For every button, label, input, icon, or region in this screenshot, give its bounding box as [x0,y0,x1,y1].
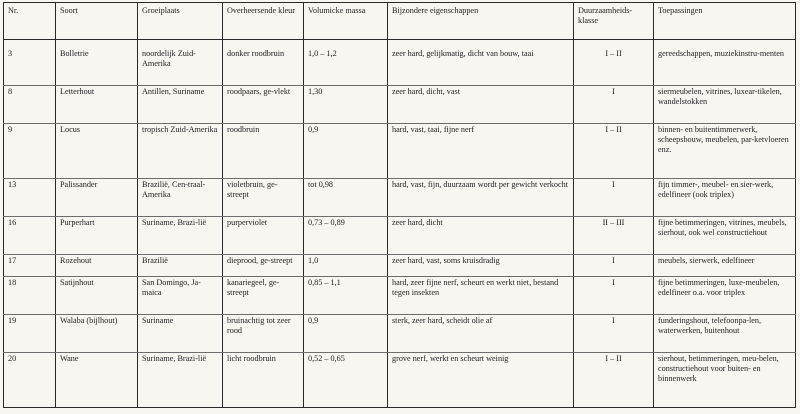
header-eigenschappen: Bijzondere eigenschappen [388,3,574,40]
cell-toepassingen: binnen- en buitentimmerwerk, scheepsbouw, meubelen, par-ketvloeren enz. [654,124,796,179]
cell-nr: 13 [4,178,56,216]
cell-massa: tot 0,98 [304,178,388,216]
cell-kleur: purperviolet [223,217,304,255]
cell-duurzaamheid: I – II [574,353,654,408]
table-row [4,217,796,255]
cell-kleur: dieprood, ge-streept [223,255,304,277]
cell-eigenschappen: sterk, zeer hard, scheidt olie af [388,314,574,352]
cell-soort: Satijnhout [56,276,138,314]
table-row [4,255,796,277]
cell-nr: 19 [4,314,56,352]
cell-eigenschappen: zeer hard, dicht [388,217,574,255]
cell-kleur: roodbruin [223,124,304,179]
cell-toepassingen: funderingshout, telefoonpa-len, waterwerken, buitenhout [654,314,796,352]
table-row [4,178,796,216]
cell-toepassingen: meubels, sierwerk, edelfineer [654,255,796,277]
cell-massa: 1,0 [304,255,388,277]
cell-eigenschappen: hard, vast, fijn, duurzaam wordt per gewicht verkocht [388,178,574,216]
cell-nr: 9 [4,124,56,179]
cell-kleur: kanariegeel, ge-streept [223,276,304,314]
cell-groeiplaats: Antillen, Suriname [138,85,223,123]
cell-eigenschappen: hard, zeer fijne nerf, scheurt en werkt niet, bestand tegen insekten [388,276,574,314]
cell-nr: 8 [4,85,56,123]
header-kleur: Overheersende kleur [223,3,304,40]
cell-toepassingen: fijne betimmeringen, vitrines, meubels, sierhout, ook wel constructiehout [654,217,796,255]
cell-soort: Rozehout [56,255,138,277]
header-soort: Soort [56,3,138,40]
header-duurzaamheid: Duurzaamheids-klasse [574,3,654,40]
cell-duurzaamheid: I – II [574,124,654,179]
cell-eigenschappen: hard, vast, taai, fijne nerf [388,124,574,179]
table-row [4,48,796,85]
cell-soort: Letterhout [56,85,138,123]
cell-eigenschappen: grove nerf, werkt en scheurt weinig [388,353,574,408]
cell-massa: 0,9 [304,314,388,352]
cell-groeiplaats: Suriname, Brazi-lië [138,353,223,408]
cell-soort: Bolletrie [56,48,138,85]
cell-eigenschappen: zeer hard, vast, soms kruisdradig [388,255,574,277]
cell-duurzaamheid: II – III [574,217,654,255]
wood-species-table [3,2,796,408]
cell-nr: 3 [4,48,56,85]
cell-duurzaamheid: I [574,255,654,277]
cell-eigenschappen: zeer hard, gelijkmatig, dicht van bouw, taai [388,48,574,85]
cell-nr: 18 [4,276,56,314]
cell-toepassingen: fijn timmer-, meubel- en sier-werk, edelfineer (ook triplex) [654,178,796,216]
cell-duurzaamheid: I [574,276,654,314]
cell-toepassingen: fijne betimmeringen, luxe-meubelen, edelfineer o.a. voor triplex [654,276,796,314]
cell-nr: 17 [4,255,56,277]
cell-eigenschappen: zeer hard, dicht, vast [388,85,574,123]
cell-kleur: violetbruin, ge-streept [223,178,304,216]
cell-groeiplaats: Brazilië, Cen-traal-Amerika [138,178,223,216]
cell-kleur: licht roodbruin [223,353,304,408]
cell-groeiplaats: Suriname, Brazi-lië [138,217,223,255]
cell-duurzaamheid: I [574,178,654,216]
header-massa: Volumicke massa [304,3,388,40]
cell-groeiplaats: San Domingo, Ja-maica [138,276,223,314]
cell-massa: 0,85 – 1,1 [304,276,388,314]
header-toepassingen: Toepassingen [654,3,796,40]
cell-duurzaamheid: I [574,314,654,352]
cell-massa: 1,0 – 1,2 [304,48,388,85]
cell-nr: 16 [4,217,56,255]
cell-soort: Wane [56,353,138,408]
cell-massa: 0,9 [304,124,388,179]
cell-groeiplaats: Brazilië [138,255,223,277]
table-row [4,314,796,352]
cell-groeiplaats: noordelijk Zuid-Amerika [138,48,223,85]
table-row [4,276,796,314]
cell-toepassingen: gereedschappen, muziekinstru-menten [654,48,796,85]
cell-kleur: roodpaars, ge-vlekt [223,85,304,123]
spacer-row [4,40,796,49]
cell-massa: 0,52 – 0,65 [304,353,388,408]
cell-soort: Locus [56,124,138,179]
cell-soort: Purperhart [56,217,138,255]
cell-nr: 20 [4,353,56,408]
cell-toepassingen: sierhout, betimmeringen, meu-belen, constructiehout voor buiten- en binnenwerk [654,353,796,408]
cell-groeiplaats: tropisch Zuid-Amerika [138,124,223,179]
table-row [4,353,796,408]
cell-duurzaamheid: I [574,85,654,123]
cell-massa: 0,73 – 0,89 [304,217,388,255]
table-row [4,124,796,179]
cell-soort: Walaba (bijlhout) [56,314,138,352]
header-groeiplaats: Groeiplaats [138,3,223,40]
cell-kleur: bruinachtig tot zeer rood [223,314,304,352]
cell-massa: 1,30 [304,85,388,123]
cell-groeiplaats: Suriname [138,314,223,352]
table-header-row [4,3,796,40]
cell-soort: Palissander [56,178,138,216]
cell-toepassingen: siermeubelen, vitrines, luxear-tikelen, wandelstokken [654,85,796,123]
table-row [4,85,796,123]
cell-kleur: donker roodbruin [223,48,304,85]
header-nr: Nr. [4,3,56,40]
cell-duurzaamheid: I – II [574,48,654,85]
